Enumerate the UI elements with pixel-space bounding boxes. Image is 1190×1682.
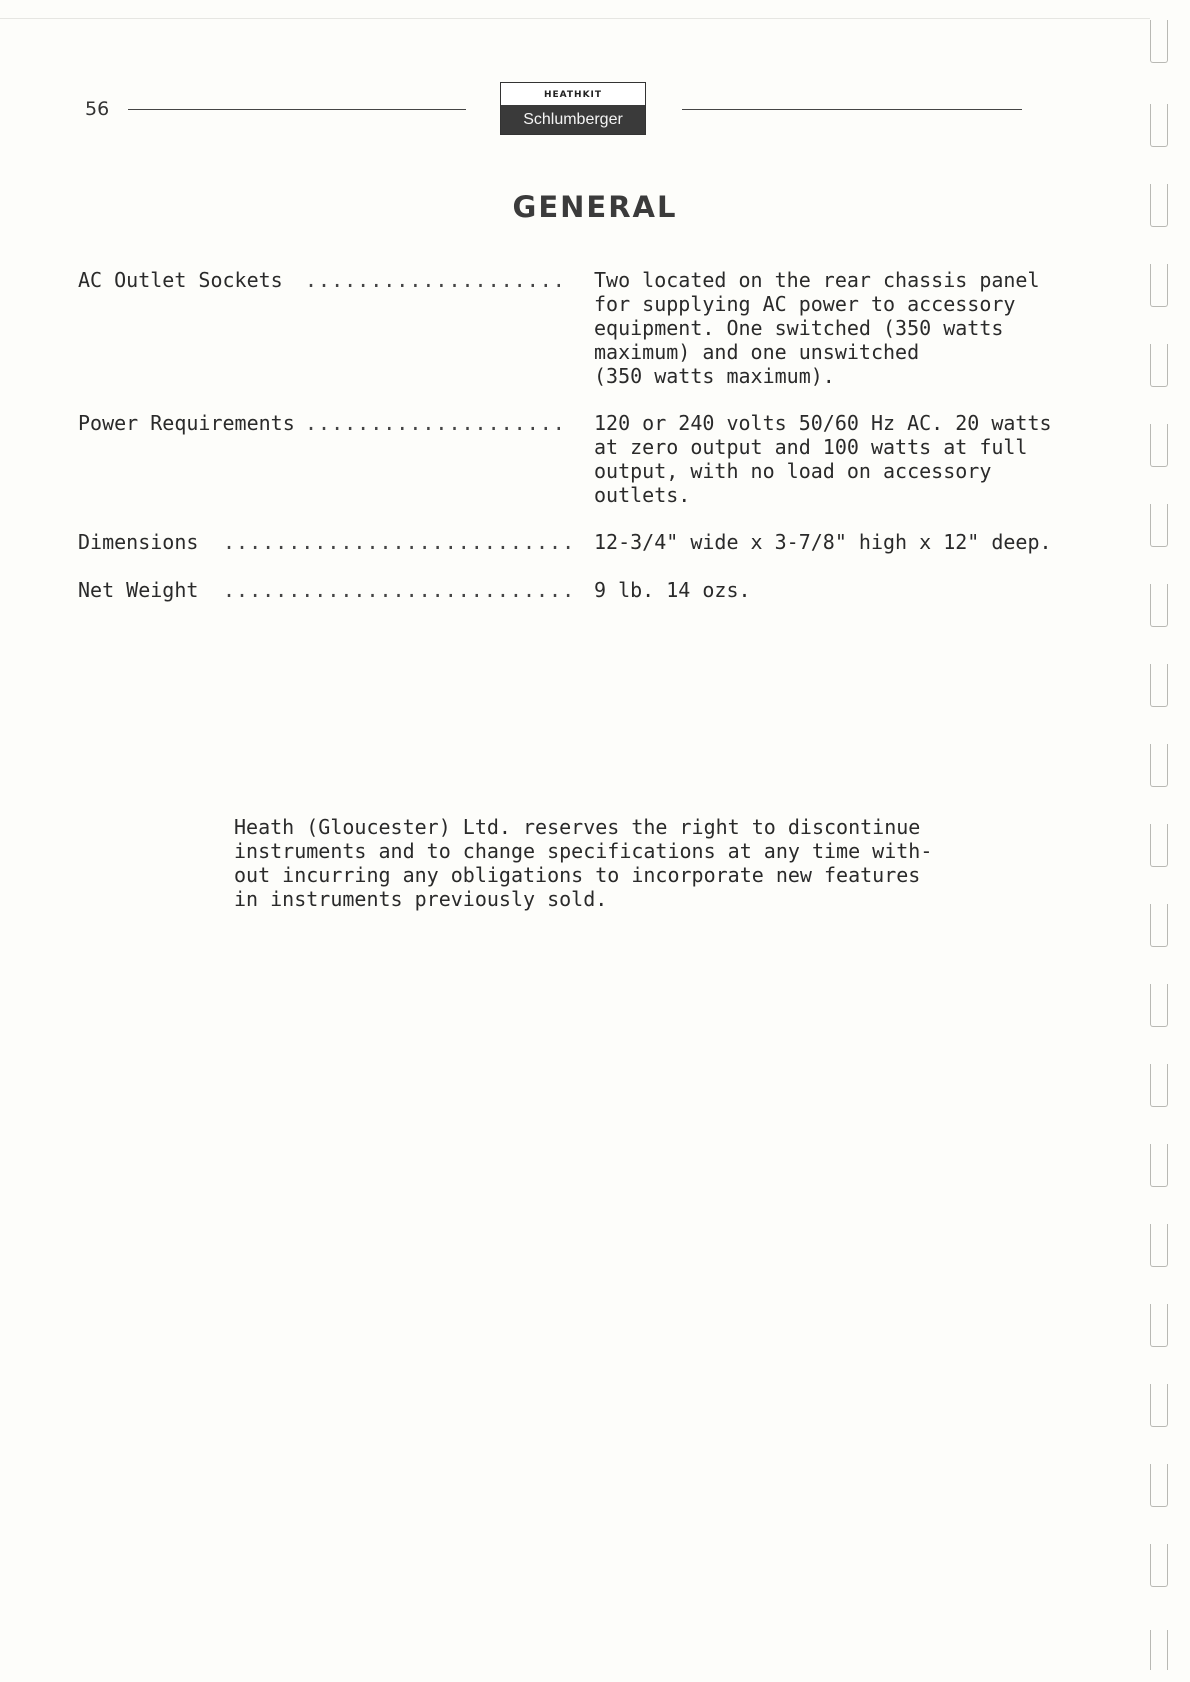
- binder-tab: [1150, 1384, 1168, 1427]
- disclaimer-text: Heath (Gloucester) Ltd. reserves the right to discontinue instruments and to change specifications at any time with- out incurring any obligations to incorporate new features in instruments previously sold.: [234, 815, 933, 911]
- page-edge: [0, 18, 1150, 19]
- spec-leader: ...........................: [223, 530, 576, 554]
- spec-value: 120 or 240 volts 50/60 Hz AC. 20 watts at zero output and 100 watts at full output, with no load on accessory outlets.: [594, 411, 1052, 507]
- binder-tab: [1150, 424, 1168, 467]
- binder-tab: [1150, 664, 1168, 707]
- spec-leader: ....................: [305, 411, 566, 435]
- page-number: 56: [85, 98, 110, 120]
- binder-tab: [1150, 744, 1168, 787]
- binder-tab: [1150, 1224, 1168, 1267]
- binder-tab-strip: [1146, 20, 1190, 1682]
- spec-leader: ....................: [305, 268, 566, 292]
- binder-tab: [1150, 1064, 1168, 1107]
- binder-tab: [1150, 184, 1168, 227]
- logo-brand-text: HEATHKIT: [543, 90, 603, 100]
- binder-tab: [1150, 1304, 1168, 1347]
- logo-company-text: Schlumberger: [501, 105, 645, 134]
- spec-label: AC Outlet Sockets: [78, 268, 283, 292]
- header-rule-left: [128, 109, 466, 110]
- binder-tab: [1150, 504, 1168, 547]
- spec-leader: ...........................: [223, 578, 576, 602]
- spec-label: Net Weight: [78, 578, 199, 602]
- binder-tab: [1150, 264, 1168, 307]
- binder-tab: [1150, 904, 1168, 947]
- spec-value: 12-3/4" wide x 3-7/8" high x 12" deep.: [594, 530, 1052, 554]
- spec-label: Dimensions: [78, 530, 199, 554]
- header-rule-right: [682, 109, 1022, 110]
- binder-tab: [1150, 1144, 1168, 1187]
- binder-tab: [1150, 824, 1168, 867]
- binder-tab-end: [1150, 1630, 1168, 1670]
- spec-value: 9 lb. 14 ozs.: [594, 578, 751, 602]
- binder-tab: [1150, 104, 1168, 147]
- binder-tab: [1150, 20, 1168, 63]
- binder-tab: [1150, 1544, 1168, 1587]
- binder-tab: [1150, 584, 1168, 627]
- spec-value: Two located on the rear chassis panel for supplying AC power to accessory equipment. One switched (350 watts maximum) and one unswitched (350 watts maximum).: [594, 268, 1040, 388]
- binder-tab: [1150, 1464, 1168, 1507]
- binder-tab: [1150, 344, 1168, 387]
- binder-tab: [1150, 984, 1168, 1027]
- section-title: GENERAL: [512, 190, 678, 224]
- heathkit-logo: [500, 82, 646, 135]
- spec-label: Power Requirements: [78, 411, 295, 435]
